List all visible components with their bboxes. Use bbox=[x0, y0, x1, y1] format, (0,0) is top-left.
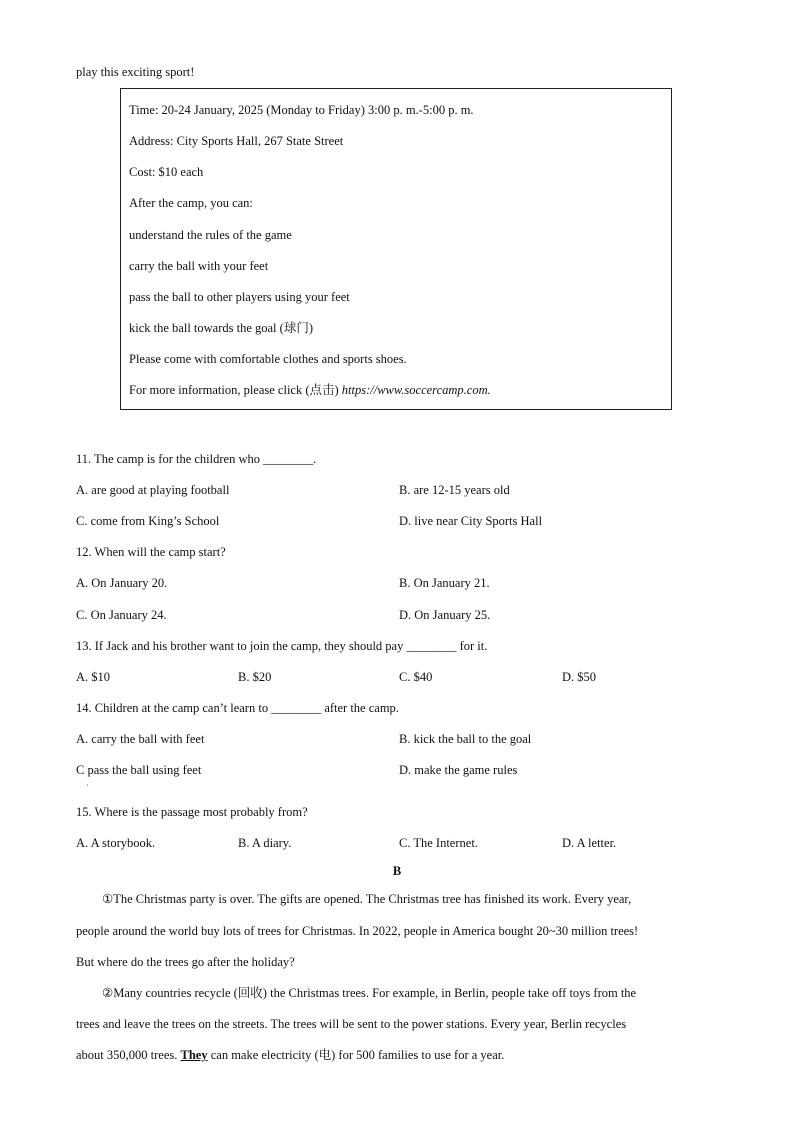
question-11-stem: 11. The camp is for the children who ________. bbox=[76, 452, 317, 466]
stray-dot-mark: · bbox=[86, 781, 89, 790]
info-item-rules: understand the rules of the game bbox=[129, 228, 292, 242]
question-12-option-d: D. On January 25. bbox=[399, 608, 491, 622]
question-13-stem: 13. If Jack and his brother want to join the camp, they should pay ________ for it. bbox=[76, 639, 488, 653]
question-15-option-a: A. A storybook. bbox=[76, 836, 156, 850]
question-14-option-b: B. kick the ball to the goal bbox=[399, 732, 532, 746]
intro-line: play this exciting sport! bbox=[76, 65, 195, 79]
question-13-option-c: C. $40 bbox=[399, 670, 433, 684]
question-14-option-d: D. make the game rules bbox=[399, 763, 518, 777]
info-item-kick: kick the ball towards the goal (球门) bbox=[129, 321, 313, 335]
question-13-option-d: D. $50 bbox=[562, 670, 597, 684]
question-13-option-a: A. $10 bbox=[76, 670, 111, 684]
passage-b-p2-line3-post: can make electricity (电) for 500 families to use for a year. bbox=[207, 1048, 505, 1062]
question-14-stem: 14. Children at the camp can’t learn to ________ after the camp. bbox=[76, 701, 399, 715]
passage-b-p1-line2: people around the world buy lots of trees for Christmas. In 2022, people in America bought 20~30 million trees! bbox=[76, 924, 639, 938]
question-15-option-b: B. A diary. bbox=[238, 836, 292, 850]
question-15-stem: 15. Where is the passage most probably from? bbox=[76, 805, 308, 819]
info-time: Time: 20-24 January, 2025 (Monday to Friday) 3:00 p. m.-5:00 p. m. bbox=[129, 103, 474, 117]
info-item-pass: pass the ball to other players using your feet bbox=[129, 290, 350, 304]
section-b-title: B bbox=[392, 864, 402, 878]
question-12-option-b: B. On January 21. bbox=[399, 576, 490, 590]
passage-b-p2-line1: ②Many countries recycle (回收) the Christmas trees. For example, in Berlin, people take off toys from the bbox=[102, 986, 637, 1000]
passage-b-p1-line1: ①The Christmas party is over. The gifts are opened. The Christmas tree has finished its work. Every year, bbox=[102, 892, 632, 906]
question-12-option-a: A. On January 20. bbox=[76, 576, 168, 590]
info-address: Address: City Sports Hall, 267 State Street bbox=[129, 134, 344, 148]
info-cost: Cost: $10 each bbox=[129, 165, 204, 179]
question-12-option-c: C. On January 24. bbox=[76, 608, 167, 622]
passage-b-underlined-they: They bbox=[180, 1048, 208, 1062]
question-11-option-a: A. are good at playing football bbox=[76, 483, 230, 497]
passage-b-p2-line3-pre: about 350,000 trees. bbox=[76, 1048, 181, 1062]
question-15-option-c: C. The Internet. bbox=[399, 836, 478, 850]
info-link[interactable]: https://www.soccercamp.com. bbox=[341, 383, 491, 397]
info-clothes: Please come with comfortable clothes and sports shoes. bbox=[129, 352, 407, 366]
passage-b-p2-line2: trees and leave the trees on the streets. The trees will be sent to the power stations. Every year, Berlin recycles bbox=[76, 1017, 627, 1031]
question-11-option-c: C. come from King’s School bbox=[76, 514, 220, 528]
camp-info-box bbox=[120, 88, 672, 410]
question-14-option-c: C pass the ball using feet bbox=[76, 763, 202, 777]
question-11-option-b: B. are 12-15 years old bbox=[399, 483, 510, 497]
info-item-carry: carry the ball with your feet bbox=[129, 259, 269, 273]
passage-b-p2-line3 bbox=[76, 1047, 504, 1063]
info-more bbox=[129, 382, 491, 398]
info-more-text: For more information, please click (点击) bbox=[129, 383, 342, 397]
info-after: After the camp, you can: bbox=[129, 196, 253, 210]
question-11-option-d: D. live near City Sports Hall bbox=[399, 514, 543, 528]
question-14-option-a: A. carry the ball with feet bbox=[76, 732, 205, 746]
question-12-stem: 12. When will the camp start? bbox=[76, 545, 226, 559]
question-13-option-b: B. $20 bbox=[238, 670, 272, 684]
passage-b-p1-line3: But where do the trees go after the holiday? bbox=[76, 955, 295, 969]
question-15-option-d: D. A letter. bbox=[562, 836, 617, 850]
